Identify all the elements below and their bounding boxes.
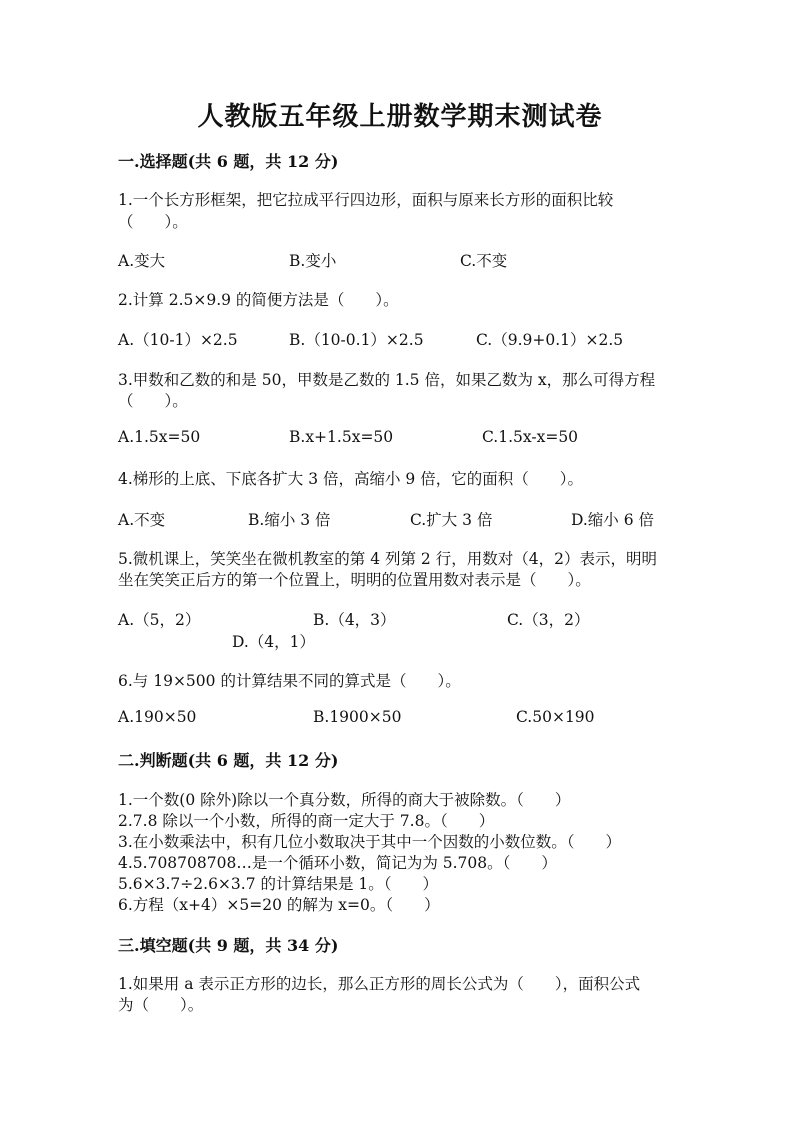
- page-title: 人教版五年级上册数学期末测试卷: [197, 102, 603, 132]
- question-line: 4.梯形的上底、下底各扩大 3 倍，高缩小 9 倍，它的面积（ ）。: [118, 470, 583, 488]
- option-c: C.扩大 3 倍: [410, 511, 493, 529]
- question-line: 1.如果用 a 表示正方形的边长，那么正方形的周长公式为（ ），面积公式: [118, 975, 641, 993]
- option-a: A.（10-1）×2.5: [118, 331, 238, 349]
- judge-item: 1.一个数(0 除外)除以一个真分数，所得的商大于被除数。（ ）: [118, 791, 571, 809]
- question-line: 坐在笑笑正后方的第一个位置上，明明的位置用数对表示是（ ）。: [118, 571, 591, 589]
- section-heading-fill: 三.填空题(共 9 题，共 34 分): [118, 936, 339, 955]
- judge-item: 3.在小数乘法中，积有几位小数取决于其中一个因数的小数位数。（ ）: [118, 833, 622, 851]
- option-b: B.变小: [289, 252, 337, 270]
- question-line: （ ）。: [118, 392, 188, 410]
- question-line: 为（ ）。: [118, 996, 204, 1014]
- section-heading-choice: 一.选择题(共 6 题，共 12 分): [118, 152, 339, 171]
- option-b: B.（4，3）: [313, 611, 396, 629]
- question-line: 5.微机课上，笑笑坐在微机教室的第 4 列第 2 行，用数对（4，2）表示，明明: [118, 550, 657, 568]
- option-b: B.x+1.5x=50: [289, 428, 394, 446]
- option-a: A.不变: [118, 511, 166, 529]
- section-heading-judge: 二.判断题(共 6 题，共 12 分): [118, 751, 339, 770]
- option-a: A.（5，2）: [118, 611, 201, 629]
- option-d: D.缩小 6 倍: [571, 511, 655, 529]
- option-a: A.1.5x=50: [118, 428, 201, 446]
- judge-item: 5.6×3.7÷2.6×3.7 的计算结果是 1。（ ）: [118, 875, 439, 893]
- question-line: 1.一个长方形框架，把它拉成平行四边形，面积与原来长方形的面积比较: [118, 191, 614, 209]
- question-line: 2.计算 2.5×9.9 的简便方法是（ ）。: [118, 291, 399, 309]
- option-c: C.不变: [460, 252, 508, 270]
- option-b: B.（10-0.1）×2.5: [289, 331, 424, 349]
- option-c: C.（9.9+0.1）×2.5: [476, 331, 624, 349]
- question-line: 3.甲数和乙数的和是 50，甲数是乙数的 1.5 倍，如果乙数为 x，那么可得方程: [118, 371, 656, 389]
- option-c: C.50×190: [516, 708, 595, 726]
- judge-item: 6.方程（x+4）×5=20 的解为 x=0。（ ）: [118, 896, 440, 914]
- option-a: A.190×50: [118, 708, 197, 726]
- option-d: D.（4，1）: [232, 633, 316, 651]
- option-b: B.缩小 3 倍: [248, 511, 331, 529]
- question-line: 6.与 19×500 的计算结果不同的算式是（ ）。: [118, 672, 461, 690]
- option-c: C.（3，2）: [507, 611, 590, 629]
- judge-item: 4.5.708708708…是一个循环小数，简记为为 5.708。（ ）: [118, 854, 557, 872]
- option-a: A.变大: [118, 252, 166, 270]
- option-c: C.1.5x-x=50: [482, 428, 579, 446]
- option-b: B.1900×50: [313, 708, 402, 726]
- judge-item: 2.7.8 除以一个小数，所得的商一定大于 7.8。（ ）: [118, 812, 495, 830]
- question-line: （ ）。: [118, 213, 188, 231]
